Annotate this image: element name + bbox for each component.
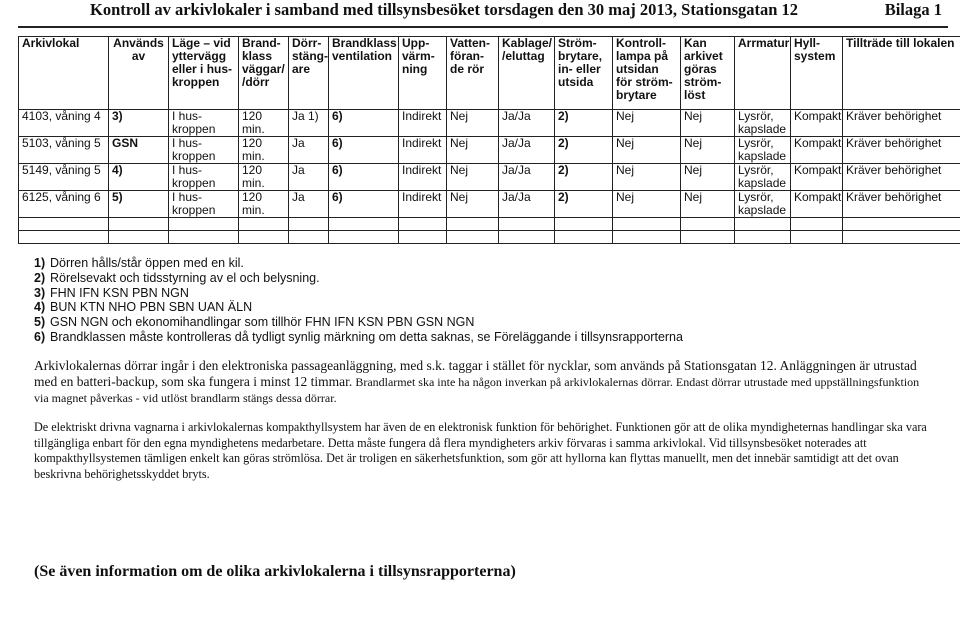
table-cell: Indirekt bbox=[399, 137, 447, 164]
footnote-text: Dörren hålls/står öppen med en kil. bbox=[50, 256, 244, 270]
table-cell: Ja bbox=[289, 137, 329, 164]
paragraph-passage-main: Arkivlokalernas dörrar ingår i den elektroniska passageanläggning, med s.k. taggar i stället för nycklar, som används på Stationsgatan 12. Anläggningen är utrustad med en batteri-backup, som ska fungera i minst 12 timmar. bbox=[34, 358, 917, 389]
table-cell: Indirekt bbox=[399, 110, 447, 137]
table-cell: 120 min. bbox=[239, 164, 289, 191]
table-cell: I hus-kroppen bbox=[169, 110, 239, 137]
table-cell: Indirekt bbox=[399, 191, 447, 218]
table-cell: 6) bbox=[329, 191, 399, 218]
header-lage: Läge – vid yttervägg eller i hus-kroppen bbox=[169, 37, 239, 110]
footnote-text: FHN IFN KSN PBN NGN bbox=[50, 285, 189, 300]
footnote-number: 3) bbox=[34, 285, 46, 300]
title-rule bbox=[18, 26, 948, 28]
table-cell: Lysrör, kapslade bbox=[735, 191, 791, 218]
header-stromlost: Kan arkivet göras ström-löst bbox=[681, 37, 735, 110]
table-cell: Kräver behörighet bbox=[843, 191, 960, 218]
table-cell: 4103, våning 4 bbox=[19, 110, 109, 137]
footnote-text: BUN KTN NHO PBN SBN UAN ÄLN bbox=[50, 300, 253, 315]
footnotes bbox=[34, 256, 683, 345]
table-cell: Nej bbox=[613, 137, 681, 164]
table-cell: Nej bbox=[447, 164, 499, 191]
footnote-number: 1) bbox=[34, 256, 46, 270]
footnote-number: 2) bbox=[34, 270, 46, 285]
table-cell: Nej bbox=[447, 137, 499, 164]
header-armatur: Arrmatur bbox=[735, 37, 791, 110]
footnote bbox=[34, 256, 683, 271]
header-brandklass-ventilation: Brandklass ventilation bbox=[329, 37, 399, 110]
table-cell: 120 min. bbox=[239, 137, 289, 164]
table-row bbox=[19, 110, 960, 137]
table-cell: I hus-kroppen bbox=[169, 164, 239, 191]
footnote bbox=[34, 300, 683, 315]
paragraph-passage-small: Brandlarmet ska inte ha någon inverkan på arkivlokalernas dörrar. Endast dörrar utrustade med uppställningsfunktion via magnet påverkas - vid utlöst brandlarm stängs dessa dörrar. bbox=[34, 375, 920, 405]
table-cell: Kräver behörighet bbox=[843, 110, 960, 137]
header-vattenforande-ror: Vatten-föran-de rör bbox=[447, 37, 499, 110]
table-cell: 2) bbox=[555, 164, 613, 191]
table-cell: 2) bbox=[555, 191, 613, 218]
footnote bbox=[34, 315, 683, 330]
table-cell: 3) bbox=[109, 110, 169, 137]
table-cell: Nej bbox=[681, 191, 735, 218]
footnote bbox=[34, 271, 683, 286]
table-cell: Kompakt bbox=[791, 164, 843, 191]
footnote bbox=[34, 330, 683, 345]
table-cell: 6) bbox=[329, 110, 399, 137]
header-arkivlokal: Arkivlokal bbox=[19, 37, 109, 110]
table-cell: Nej bbox=[681, 110, 735, 137]
header-uppvarmning: Upp-värm-ning bbox=[399, 37, 447, 110]
table-cell: 5) bbox=[109, 191, 169, 218]
archive-table bbox=[18, 36, 960, 244]
table-cell: 6125, våning 6 bbox=[19, 191, 109, 218]
footnote-text: Brandklassen måste kontrolleras då tydligt synlig märkning om detta saknas, se Föreläggande i tillsynsrapporterna bbox=[50, 329, 683, 344]
table-cell: Indirekt bbox=[399, 164, 447, 191]
table-cell: Ja 1) bbox=[289, 110, 329, 137]
header-tilltrade: Tillträde till lokalen bbox=[843, 37, 960, 110]
table-cell: Kräver behörighet bbox=[843, 137, 960, 164]
table-cell: I hus-kroppen bbox=[169, 191, 239, 218]
table-cell: Ja/Ja bbox=[499, 137, 555, 164]
table-cell: 5103, våning 5 bbox=[19, 137, 109, 164]
table-cell: 2) bbox=[555, 110, 613, 137]
table-cell: Kompakt bbox=[791, 191, 843, 218]
table-cell: Ja/Ja bbox=[499, 191, 555, 218]
table-cell: Ja/Ja bbox=[499, 164, 555, 191]
table-cell: GSN bbox=[109, 137, 169, 164]
header-anvands-av: Används av bbox=[109, 37, 169, 110]
appendix-label: Bilaga 1 bbox=[884, 0, 942, 19]
header-brandklass: Brand-klass väggar/ /dörr bbox=[239, 37, 289, 110]
empty-row bbox=[19, 218, 960, 231]
header-kablage: Kablage/ /eluttag bbox=[499, 37, 555, 110]
table-cell: 2) bbox=[555, 137, 613, 164]
table-row bbox=[19, 191, 960, 218]
table-row bbox=[19, 137, 960, 164]
empty-row bbox=[19, 231, 960, 244]
document-title: Kontroll av arkivlokaler i samband med tillsynsbesöket torsdagen den 30 maj 2013, Stationsgatan 12 bbox=[90, 0, 799, 19]
table-cell: Ja bbox=[289, 164, 329, 191]
footnote-number: 4) bbox=[34, 300, 46, 315]
header-hyllsystem: Hyll-system bbox=[791, 37, 843, 110]
table-cell: 4) bbox=[109, 164, 169, 191]
paragraph-compact-shelving: De elektriskt drivna vagnarna i arkivlokalernas kompakthyllsystem har även de en elektronisk funktion för behörighet. Funktionen gör att de olika myndigheternas handlingar ska vara tillgängliga enbart för den egna myndighetens medarbetare. Detta måste fungera då flera myndigheters arkiv förvaras i samma arkivlokal. Vid tillsynsbesöket noterades att kompakthyllsystemen tämligen enkelt kan göras strömlösa. Det är troligen en säkerhetsfunktion, som gör att hyllorna kan flyttas manuellt, men det innebär samtidigt att det ovan beskrivna behörighetsskyddet bryts. bbox=[34, 420, 927, 481]
table-cell: Nej bbox=[681, 137, 735, 164]
table-cell: I hus-kroppen bbox=[169, 137, 239, 164]
table-cell: Nej bbox=[613, 191, 681, 218]
table-cell: Nej bbox=[613, 110, 681, 137]
footnote bbox=[34, 286, 683, 301]
footnote-text: Rörelsevakt och tidsstyrning av el och belysning. bbox=[50, 270, 320, 285]
table-cell: Kräver behörighet bbox=[843, 164, 960, 191]
paragraph-passage-system bbox=[34, 358, 934, 406]
table-cell: 6) bbox=[329, 137, 399, 164]
see-also-note: (Se även information om de olika arkivlokalerna i tillsynsrapporterna) bbox=[34, 563, 516, 580]
table-cell: 6) bbox=[329, 164, 399, 191]
header-kontrollampa: Kontroll-lampa på utsidan för ström-brytare bbox=[613, 37, 681, 110]
table-row bbox=[19, 164, 960, 191]
table-cell: 120 min. bbox=[239, 110, 289, 137]
footnote-text: GSN NGN och ekonomihandlingar som tillhör FHN IFN KSN PBN GSN NGN bbox=[50, 315, 475, 330]
table-cell: Kompakt bbox=[791, 137, 843, 164]
table-cell: Kompakt bbox=[791, 110, 843, 137]
table-cell: 120 min. bbox=[239, 191, 289, 218]
header-dorrstangare: Dörr-stäng-are bbox=[289, 37, 329, 110]
table-cell: Nej bbox=[613, 164, 681, 191]
header-row bbox=[19, 37, 960, 110]
table-cell: Lysrör, kapslade bbox=[735, 164, 791, 191]
table-cell: Lysrör, kapslade bbox=[735, 110, 791, 137]
table-cell: Nej bbox=[447, 191, 499, 218]
table-cell: Nej bbox=[447, 110, 499, 137]
table-cell: Ja bbox=[289, 191, 329, 218]
table-cell: Ja/Ja bbox=[499, 110, 555, 137]
header-strombrytare: Ström-brytare, in- eller utsida bbox=[555, 37, 613, 110]
table-cell: 5149, våning 5 bbox=[19, 164, 109, 191]
footnote-number: 5) bbox=[34, 315, 46, 330]
table-cell: Nej bbox=[681, 164, 735, 191]
table-cell: Lysrör, kapslade bbox=[735, 137, 791, 164]
footnote-number: 6) bbox=[34, 329, 46, 344]
